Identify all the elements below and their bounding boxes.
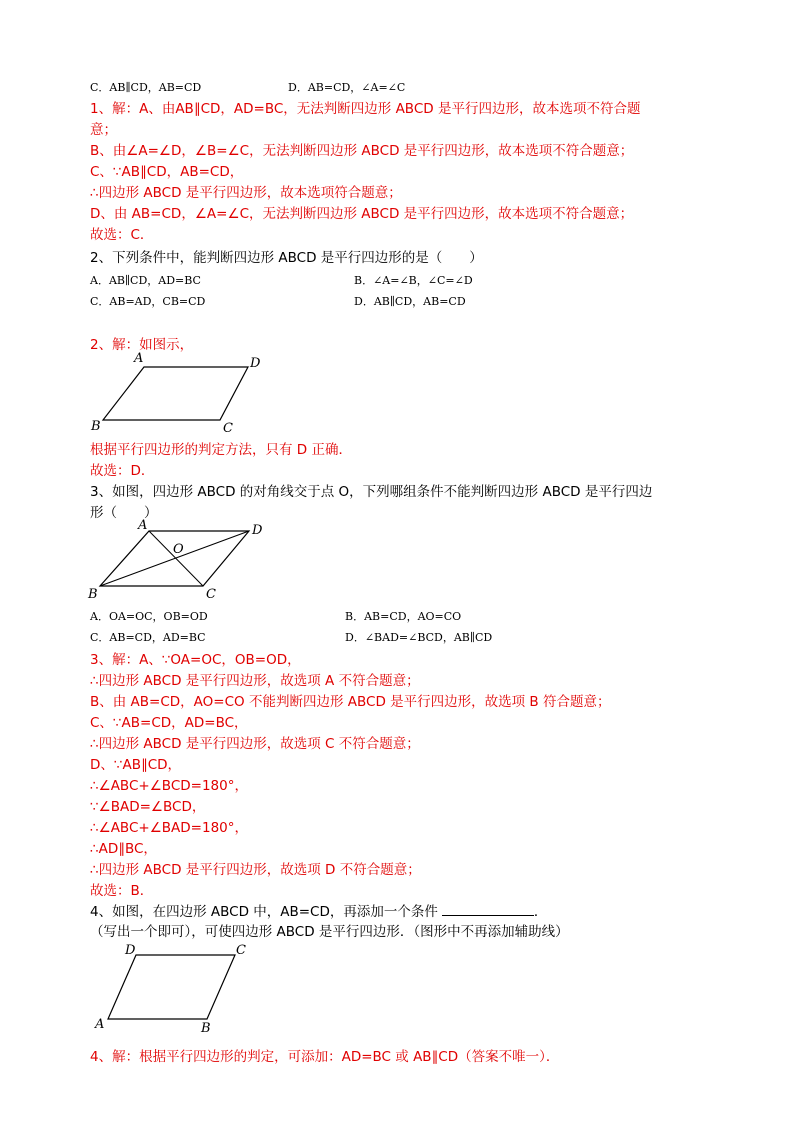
q3-solution-line: B、由 AB=CD，AO=CO 不能判断四边形 ABCD 是平行四边形，故选项 B 符合题意； bbox=[90, 694, 611, 710]
vertex-label-c: C bbox=[236, 943, 246, 958]
vertex-label-b: B bbox=[88, 587, 98, 602]
q2-answer: 故选：D． bbox=[90, 463, 155, 479]
q3-solution-line: ∴AD∥BC， bbox=[90, 841, 157, 857]
vertex-label-a: A bbox=[138, 518, 148, 533]
diagonal-ac bbox=[149, 531, 203, 586]
q3-stem: 3、如图，四边形 ABCD 的对角线交于点 O，下列哪组条件不能判断四边形 ABCD 是平行四边 bbox=[90, 484, 653, 500]
q4-stem-cont: （写出一个即可），可使四边形 ABCD 是平行四边形．（图形中不再添加辅助线） bbox=[90, 924, 569, 940]
q1-solution-line: C、∵AB∥CD，AB=CD， bbox=[90, 164, 244, 180]
q1-option-c: C．AB∥CD，AB=CD bbox=[90, 81, 202, 94]
q2-option-c: C．AB=AD，CB=CD bbox=[90, 295, 206, 308]
q2-solution-head: 2、解：如图示， bbox=[90, 337, 194, 353]
q1-solution-line: ∴四边形 ABCD 是平行四边形，故本选项符合题意； bbox=[90, 185, 402, 201]
q3-stem-cont: 形（ ） bbox=[90, 505, 158, 521]
q4-stem-text: 4、如图，在四边形 ABCD 中，AB=CD，再添加一个条件 bbox=[90, 904, 438, 920]
q3-option-b: B．AB=CD，AO=CO bbox=[345, 610, 462, 623]
q2-parallelogram-figure bbox=[80, 348, 280, 436]
vertex-label-d: D bbox=[125, 943, 136, 958]
q1-solution-line: 1、解：A、由AB∥CD，AD=BC，无法判断四边形 ABCD 是平行四边形，故本选项不符合题 bbox=[90, 101, 641, 117]
q3-option-c: C．AB=CD，AD=BC bbox=[90, 631, 206, 644]
vertex-label-a: A bbox=[95, 1017, 105, 1032]
q4-stem bbox=[90, 902, 547, 922]
q2-option-a: A．AB∥CD，AD=BC bbox=[90, 274, 201, 287]
q3-solution-line: ∴∠ABC+∠BCD=180°， bbox=[90, 778, 248, 794]
parallelogram-shape bbox=[108, 955, 235, 1019]
q3-solution-line: D、∵AB∥CD， bbox=[90, 757, 182, 773]
q2-stem: 2、下列条件中，能判断四边形 ABCD 是平行四边形的是（ ） bbox=[90, 250, 483, 266]
q3-solution-line: ∴四边形 ABCD 是平行四边形，故选项 D 不符合题意； bbox=[90, 862, 421, 878]
q2-solution-line: 根据平行四边形的判定方法，只有 D 正确． bbox=[90, 442, 352, 458]
vertex-label-c: C bbox=[206, 587, 216, 602]
answer-blank[interactable] bbox=[442, 903, 534, 916]
vertex-label-o: O bbox=[173, 542, 184, 557]
vertex-label-b: B bbox=[201, 1021, 211, 1036]
q1-solution-line: B、由∠A=∠D，∠B=∠C，无法判断四边形 ABCD 是平行四边形，故本选项不符合题意； bbox=[90, 143, 634, 159]
q3-solution-line: C、∵AB=CD，AD=BC， bbox=[90, 715, 248, 731]
q3-answer: 故选：B． bbox=[90, 883, 154, 899]
q3-solution-line: ∴四边形 ABCD 是平行四边形，故选项 A 不符合题意； bbox=[90, 673, 420, 689]
q3-solution-line: ∴四边形 ABCD 是平行四边形，故选项 C 不符合题意； bbox=[90, 736, 420, 752]
q3-option-a: A．OA=OC，OB=OD bbox=[90, 610, 208, 623]
q3-solution-line: ∵∠BAD=∠BCD， bbox=[90, 799, 206, 815]
q4-stem-period: ． bbox=[533, 904, 548, 920]
vertex-label-c: C bbox=[223, 421, 233, 436]
q2-option-d: D．AB∥CD，AB=CD bbox=[354, 295, 466, 308]
vertex-label-d: D bbox=[250, 356, 261, 371]
parallelogram-shape bbox=[103, 367, 248, 420]
q3-option-d: D．∠BAD=∠BCD，AB∥CD bbox=[345, 631, 493, 644]
q3-solution-line: ∴∠ABC+∠BAD=180°， bbox=[90, 820, 249, 836]
vertex-label-b: B bbox=[91, 419, 101, 434]
q1-solution-line: 意； bbox=[90, 122, 117, 138]
q2-option-b: B．∠A=∠B，∠C=∠D bbox=[354, 274, 473, 287]
q3-parallelogram-figure bbox=[80, 520, 280, 602]
vertex-label-d: D bbox=[252, 523, 263, 538]
q3-solution-line: 3、解：A、∵OA=OC，OB=OD， bbox=[90, 652, 301, 668]
q1-option-d: D．AB=CD，∠A=∠C bbox=[288, 81, 406, 94]
q1-answer: 故选：C． bbox=[90, 227, 154, 243]
q4-solution: 4、解：根据平行四边形的判定，可添加：AD=BC 或 AB∥CD（答案不唯一）． bbox=[90, 1049, 560, 1065]
q4-parallelogram-figure bbox=[84, 938, 284, 1036]
q1-solution-line: D、由 AB=CD，∠A=∠C，无法判断四边形 ABCD 是平行四边形，故本选项不符合题意； bbox=[90, 206, 634, 222]
vertex-label-a: A bbox=[134, 351, 144, 366]
